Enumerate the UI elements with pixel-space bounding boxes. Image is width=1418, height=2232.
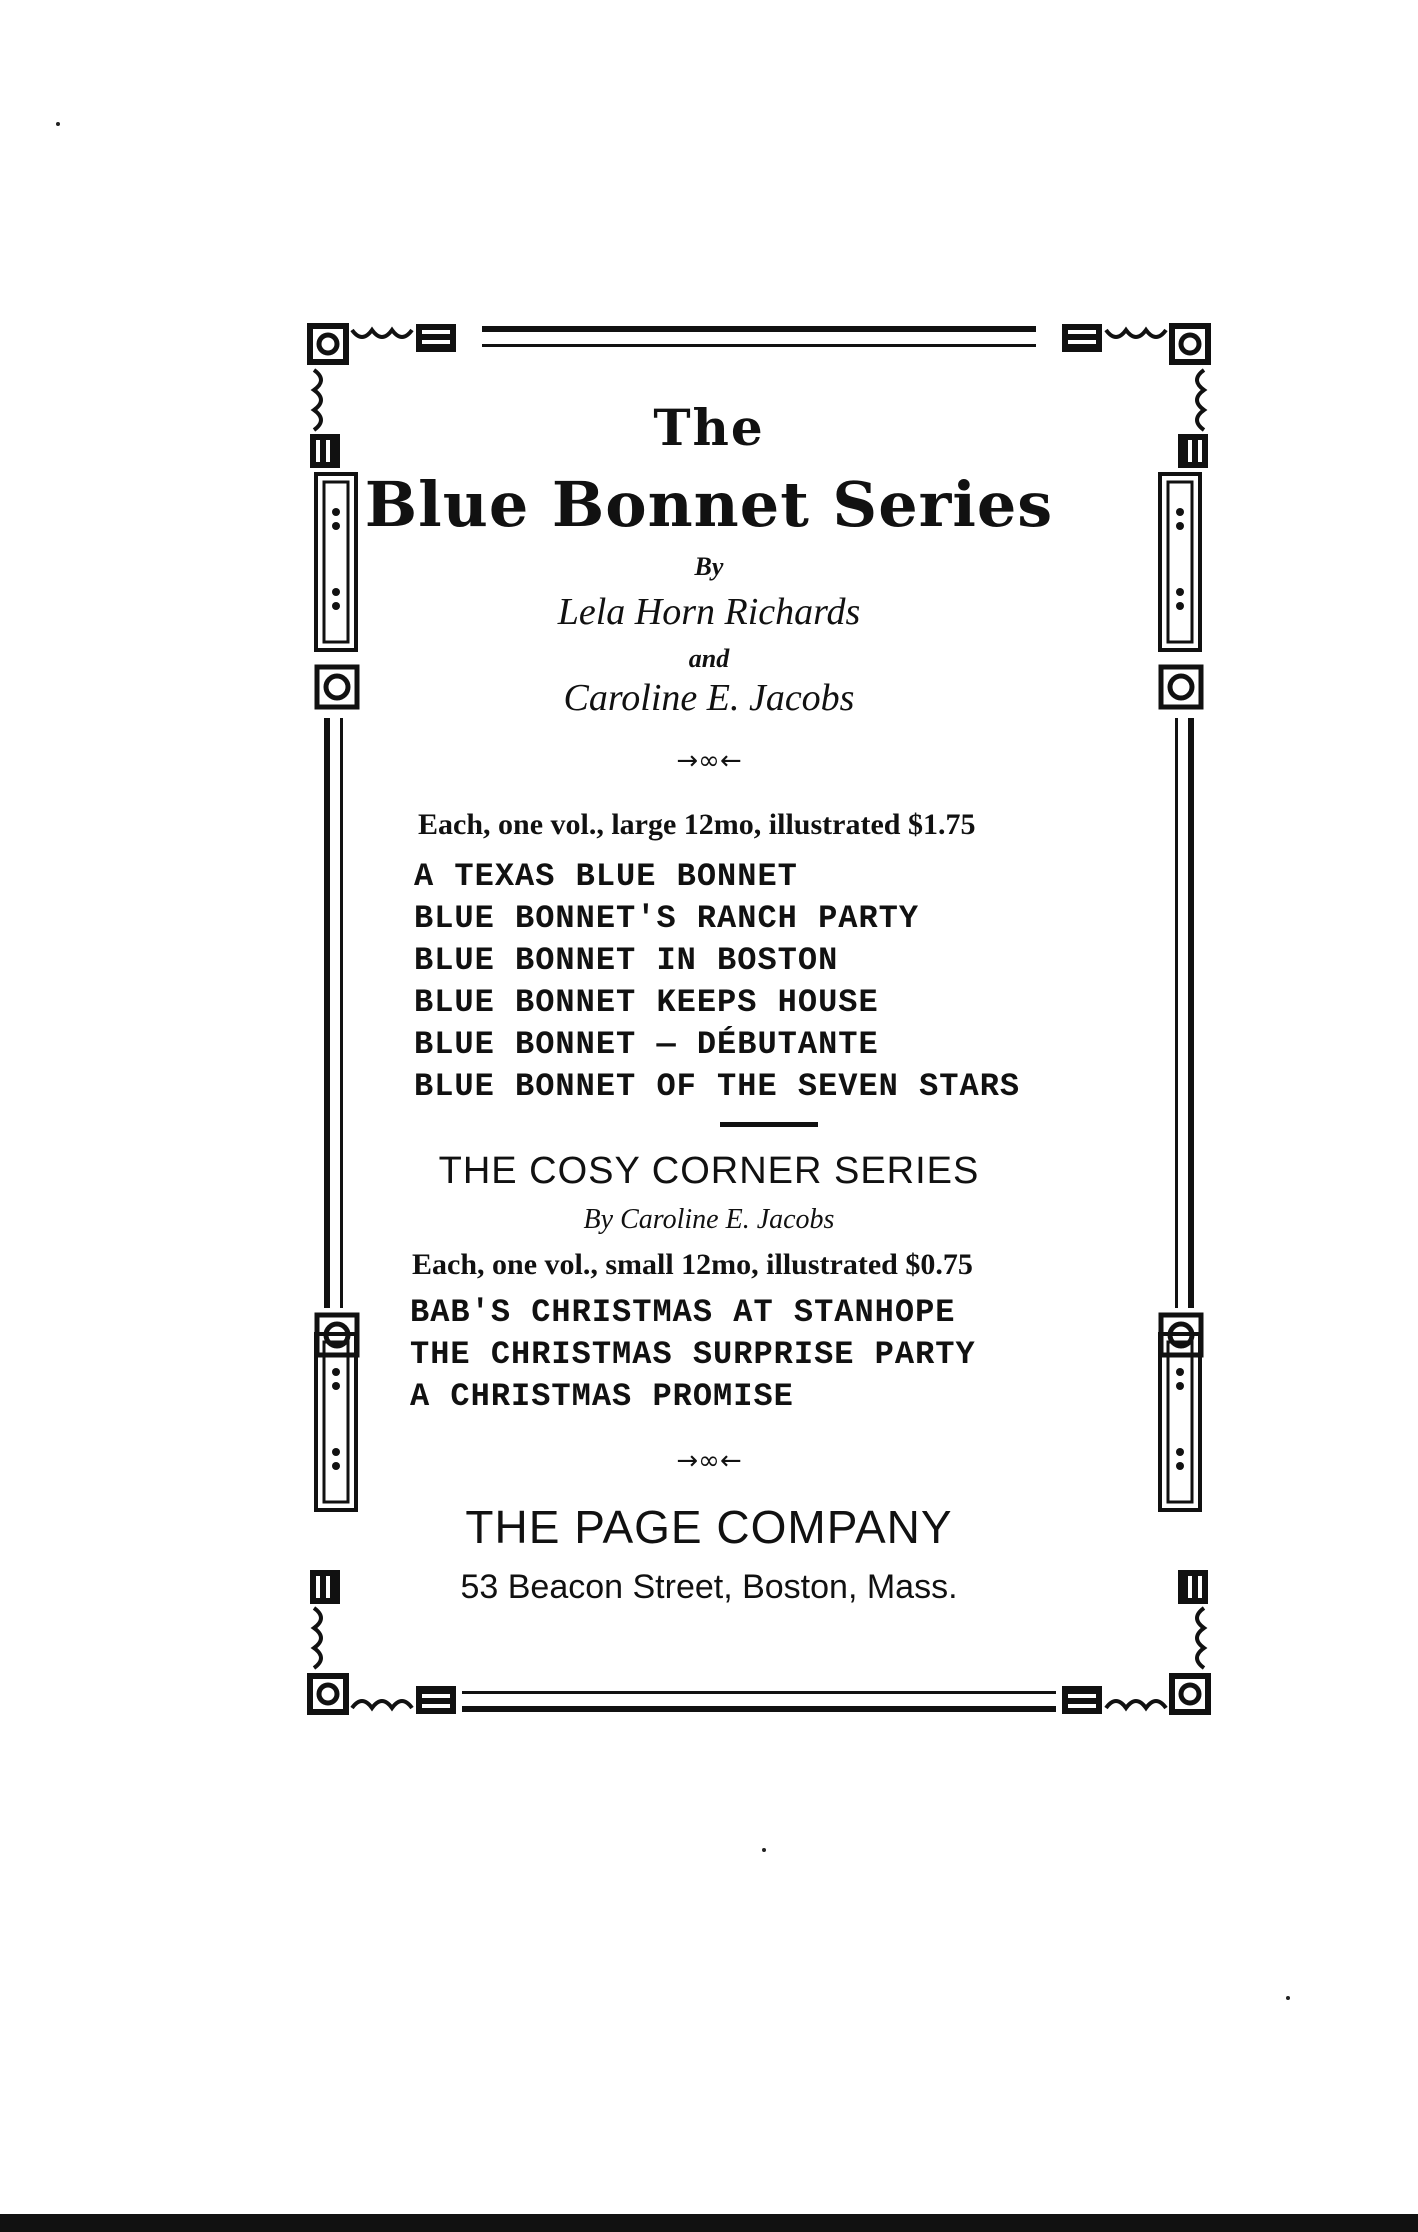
paper-speck bbox=[56, 122, 60, 126]
list-item: BLUE BONNET OF THE SEVEN STARS bbox=[414, 1068, 1021, 1105]
and-label: and bbox=[688, 644, 730, 673]
cosy-corner-book-list bbox=[410, 1292, 976, 1418]
list-item: A TEXAS BLUE BONNET bbox=[414, 858, 798, 895]
fleuron-icon: →∞← bbox=[676, 746, 742, 776]
cosy-corner-price-line: Each, one vol., small 12mo, illustrated $0.75 bbox=[412, 1248, 973, 1281]
list-item: BLUE BONNET — DÉBUTANTE bbox=[414, 1026, 879, 1063]
blue-bonnet-price-line: Each, one vol., large 12mo, illustrated $1.75 bbox=[418, 808, 976, 841]
blue-bonnet-book-list bbox=[414, 856, 1020, 1108]
list-item: BAB'S CHRISTMAS AT STANHOPE bbox=[410, 1294, 956, 1331]
paper-speck bbox=[1286, 1996, 1290, 2000]
author-first: Lela Horn Richards bbox=[557, 591, 861, 633]
by-label: By bbox=[694, 552, 724, 581]
author-second: Caroline E. Jacobs bbox=[563, 677, 855, 719]
publisher-address: 53 Beacon Street, Boston, Mass. bbox=[460, 1568, 958, 1606]
list-item: THE CHRISTMAS SURPRISE PARTY bbox=[410, 1336, 976, 1373]
list-item: BLUE BONNET KEEPS HOUSE bbox=[414, 984, 879, 1021]
fleuron-icon: →∞← bbox=[676, 1446, 742, 1476]
list-item: A CHRISTMAS PROMISE bbox=[410, 1378, 794, 1415]
list-item: BLUE BONNET'S RANCH PARTY bbox=[414, 900, 920, 937]
publisher-name: THE PAGE COMPANY bbox=[465, 1501, 953, 1553]
page-edge-bar bbox=[0, 2214, 1418, 2232]
series-title: Blue Bonnet Series bbox=[364, 468, 1054, 541]
list-item: BLUE BONNET IN BOSTON bbox=[414, 942, 839, 979]
cosy-corner-title: THE COSY CORNER SERIES bbox=[438, 1150, 980, 1192]
cosy-corner-author: By Caroline E. Jacobs bbox=[583, 1204, 835, 1235]
paper-speck bbox=[762, 1848, 766, 1852]
title-article: The bbox=[653, 398, 765, 457]
section-divider bbox=[720, 1122, 818, 1127]
